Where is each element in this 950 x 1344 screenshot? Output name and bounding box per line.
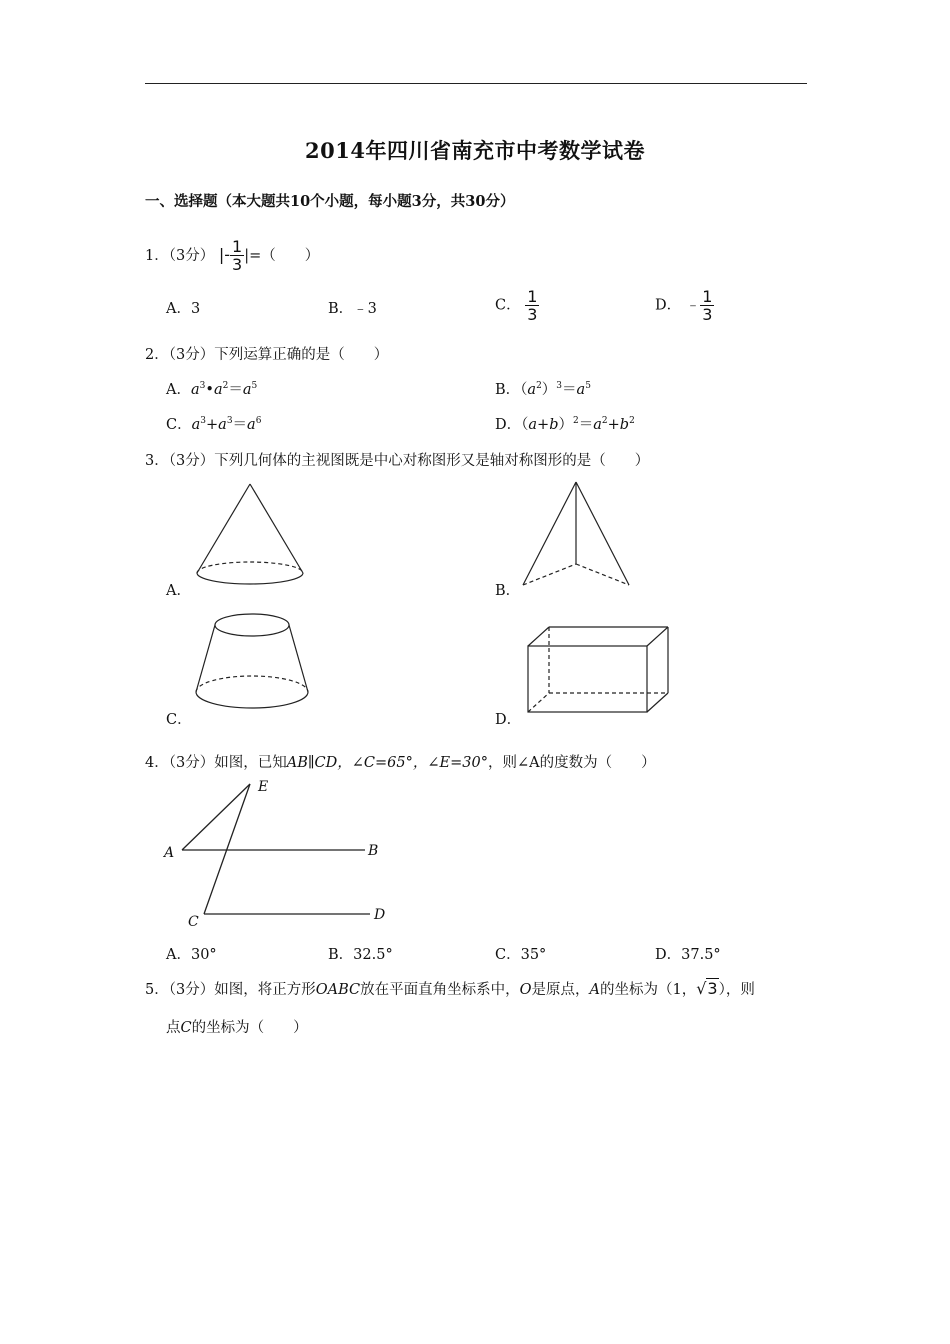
- fraction: $\frac{1}{3}$: [527, 287, 538, 324]
- point-label-d: D: [374, 907, 386, 923]
- q1-option-b[interactable]: B．﹣3: [328, 301, 377, 317]
- fraction: $\frac{1}{3}$: [232, 237, 243, 274]
- cone-figure: [190, 478, 315, 590]
- question-5-line-2: 点C的坐标为（ ）: [166, 1020, 308, 1036]
- q1-option-c[interactable]: C． $\frac{1}{3}$: [495, 287, 538, 324]
- condition-text: AB∥CD，∠C=65°，∠E=30°: [286, 755, 488, 771]
- page-title: 2014年四川省南充市中考数学试卷: [305, 138, 645, 163]
- parallel-lines-figure: [160, 776, 400, 931]
- q2-option-d[interactable]: D．$(a+b)^2=a^2+b^2$: [495, 416, 635, 433]
- q4-option-c[interactable]: C．35°: [495, 947, 547, 963]
- point-label-b: B: [368, 843, 379, 859]
- point-label-e: E: [258, 779, 269, 795]
- question-1: [145, 238, 319, 273]
- q4-option-d[interactable]: D．37.5°: [655, 947, 721, 963]
- question-number: 1．: [145, 248, 169, 264]
- q2-option-c[interactable]: C．$a^3+a^3=a^6$: [166, 416, 262, 433]
- question-2: 2．（3分）下列运算正确的是（ ）: [145, 347, 389, 363]
- fraction: $\frac{1}{3}$: [702, 287, 713, 324]
- q3-option-c[interactable]: C．: [166, 712, 192, 728]
- q1-option-a[interactable]: A．3: [166, 301, 201, 317]
- q3-option-b[interactable]: B．: [495, 583, 521, 599]
- q2-option-a[interactable]: A．$a^3•a^2=a^5$: [166, 381, 258, 398]
- section-heading: 一、选择题（本大题共10个小题，每小题3分，共30分）: [145, 193, 515, 210]
- frustum-figure: [190, 610, 315, 718]
- cuboid-figure: [524, 622, 674, 718]
- question-5-line-1: 5．（3分）如图，将正方形OABC放在平面直角坐标系中，O是原点，A的坐标为（1，√3），则: [145, 979, 755, 998]
- q2-option-b[interactable]: B．$(a^2)^3=a^5$: [495, 381, 591, 398]
- pyramid-figure: [518, 478, 636, 590]
- question-score: （3分）: [168, 248, 215, 264]
- sqrt-expression: √3: [696, 979, 718, 998]
- q1-option-d[interactable]: D． ﹣ $\frac{1}{3}$: [655, 287, 713, 324]
- q4-option-b[interactable]: B．32.5°: [328, 947, 393, 963]
- point-label-a: A: [164, 845, 175, 861]
- expression-tail: |=（ ）: [244, 248, 320, 264]
- point-label-c: C: [188, 914, 199, 930]
- abs-expression: |- $\frac{1}{3}$: [218, 237, 243, 274]
- header-rule: [145, 83, 807, 84]
- q3-option-a[interactable]: A．: [166, 583, 191, 599]
- q3-option-d[interactable]: D．: [495, 712, 522, 728]
- q4-option-a[interactable]: A．30°: [166, 947, 217, 963]
- question-3: 3．（3分）下列几何体的主视图既是中心对称图形又是轴对称图形的是（ ）: [145, 453, 650, 469]
- question-4: 4．（3分）如图，已知AB∥CD，∠C=65°，∠E=30°，则∠A的度数为（ ）: [145, 755, 656, 771]
